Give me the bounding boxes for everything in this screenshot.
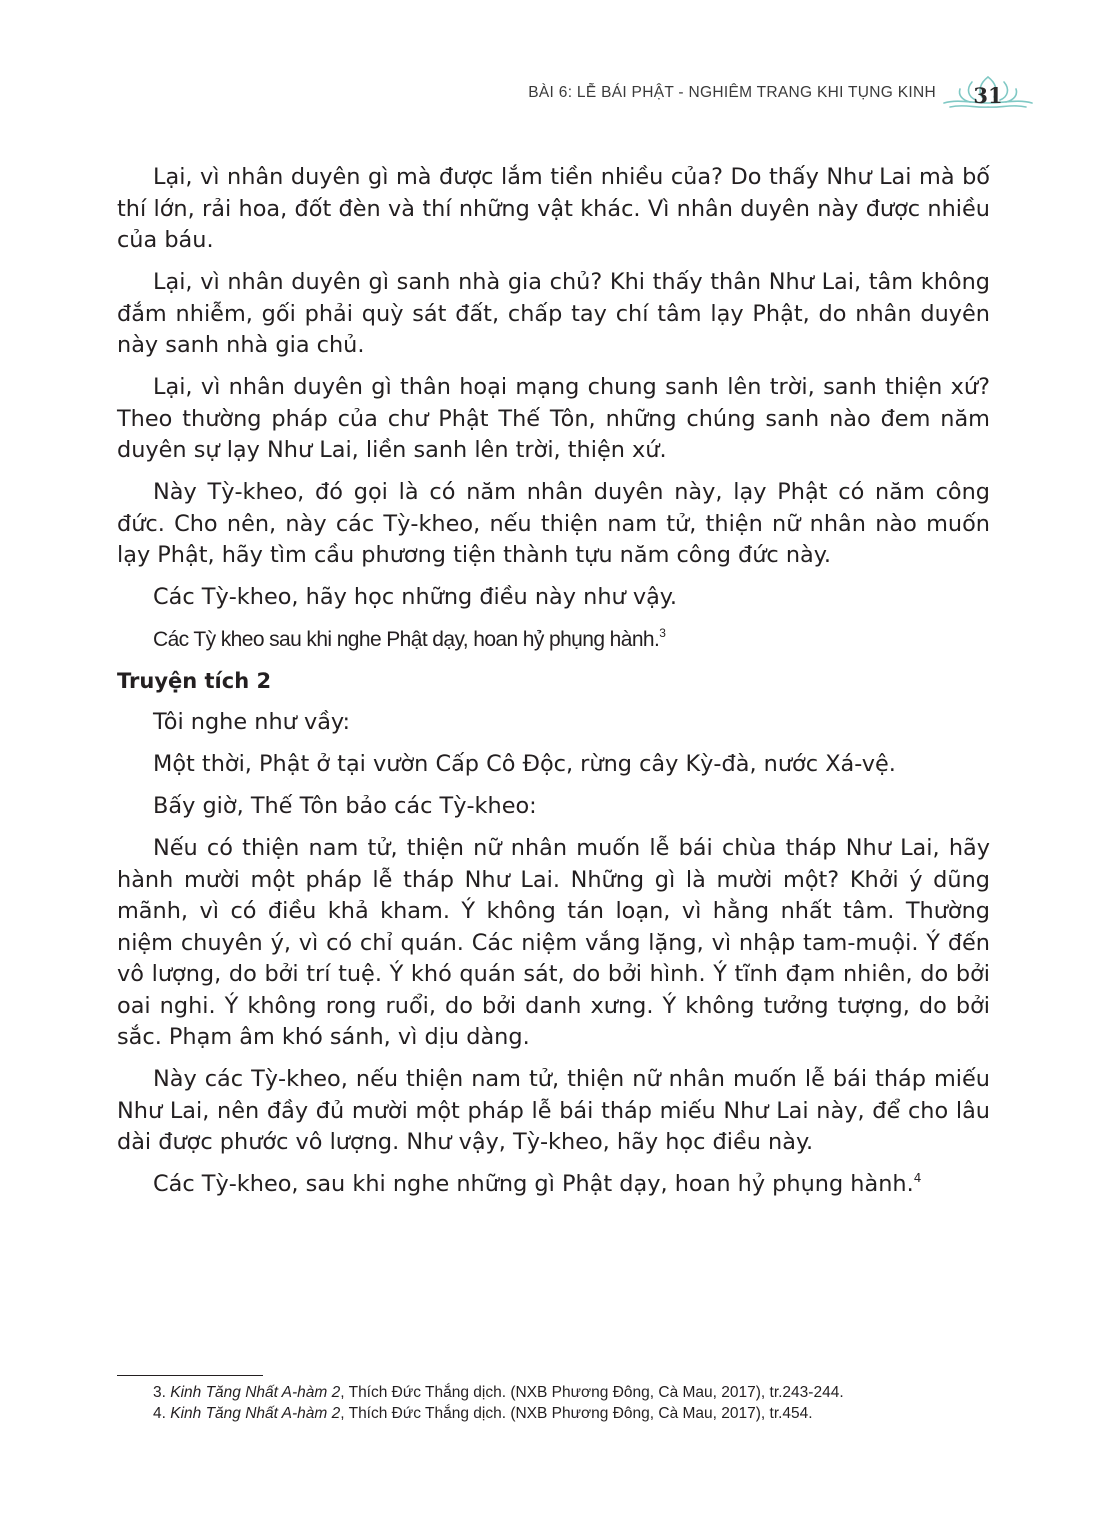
paragraph-text: Các Tỳ kheo sau khi nghe Phật dạy, hoan hỷ phụng hành. xyxy=(153,628,660,651)
paragraph xyxy=(117,624,990,656)
paragraph: Bấy giờ, Thế Tôn bảo các Tỳ-kheo: xyxy=(153,793,537,819)
footnote-number: 3. xyxy=(153,1384,166,1401)
footnote xyxy=(117,1404,990,1425)
footnote-ref[interactable]: 4 xyxy=(913,1171,922,1185)
footnote xyxy=(117,1383,990,1404)
paragraph: Các Tỳ-kheo, hãy học những điều này như vậy. xyxy=(153,584,677,610)
section-heading: Truyện tích 2 xyxy=(117,669,272,693)
paragraph: Lại, vì nhân duyên gì mà được lắm tiền nhiều của? Do thấy Như Lai mà bố thí lớn, rải hoa, đốt đèn và thí những vật khác. Vì nhân duyên này được nhiều của báu. xyxy=(117,164,990,253)
paragraph: Này Tỳ-kheo, đó gọi là có năm nhân duyên này, lạy Phật có năm công đức. Cho nên, này các Tỳ-kheo, nếu thiện nam tử, thiện nữ nhân nào muốn lạy Phật, hãy tìm cầu phương tiện thành tựu năm công đức này. xyxy=(117,479,990,568)
paragraph: Lại, vì nhân duyên gì thân hoại mạng chung sanh lên trời, sanh thiện xứ? Theo thường pháp của chư Phật Thế Tôn, những chúng sanh nào đem năm duyên sự lạy Như Lai, liền sanh lên trời, thiện xứ. xyxy=(117,374,990,463)
paragraph xyxy=(117,1169,990,1201)
footnote-divider xyxy=(117,1375,263,1376)
paragraph: Nếu có thiện nam tử, thiện nữ nhân muốn lễ bái chùa tháp Như Lai, hãy hành mười một pháp lễ tháp Như Lai. Những gì là mười một? Khởi ý dũng mãnh, vì có điều khả kham. Ý không tán loạn, vì hằng nhất tâm. Thường niệm chuyên ý, vì có chỉ quán. Các niệm vắng lặng, vì nhập tam-muội. Ý đến vô lượng, do bởi trí tuệ. Ý khó quán sát, do bởi hình. Ý tĩnh đạm nhiên, do bởi oai nghi. Ý không rong ruổi, do bởi danh xưng. Ý không tưởng tượng, do bởi sắc. Phạm âm khó sánh, vì dịu dàng. xyxy=(117,835,990,1050)
paragraph-text: Các Tỳ-kheo, sau khi nghe những gì Phật dạy, hoan hỷ phụng hành. xyxy=(153,1171,914,1197)
page-number: 31 xyxy=(973,83,1003,108)
footnote-text: , Thích Đức Thắng dịch. (NXB Phương Đông, Cà Mau, 2017), tr.454. xyxy=(340,1404,813,1422)
footnote-number: 4. xyxy=(153,1404,166,1422)
paragraph: Tôi nghe như vầy: xyxy=(153,709,351,735)
paragraph: Lại, vì nhân duyên gì sanh nhà gia chủ? Khi thấy thân Như Lai, tâm không đắm nhiễm, gối phải quỳ sát đất, chấp tay chí tâm lạy Phật, do nhân duyên này sanh nhà gia chủ. xyxy=(117,269,990,358)
paragraph: Này các Tỳ-kheo, nếu thiện nam tử, thiện nữ nhân muốn lễ bái tháp miếu Như Lai, nên đầy đủ mười một pháp lễ bái tháp miếu Như Lai này, để cho lâu dài được phước vô lượng. Như vậy, Tỳ-kheo, hãy học điều này. xyxy=(117,1066,990,1155)
running-header xyxy=(528,76,1034,110)
footnote-title: Kinh Tăng Nhất A-hàm 2 xyxy=(170,1404,341,1422)
running-title: BÀI 6: LỄ BÁI PHẬT - NGHIÊM TRANG KHI TỤNG KINH xyxy=(528,84,936,101)
footnote-ref[interactable]: 3 xyxy=(659,626,666,640)
main-text xyxy=(117,162,990,1211)
footnote-title: Kinh Tăng Nhất A-hàm 2 xyxy=(170,1384,341,1401)
footnote-text: , Thích Đức Thắng dịch. (NXB Phương Đông, Cà Mau, 2017), tr.243-244. xyxy=(340,1384,844,1401)
page-number-ornament xyxy=(942,73,1034,113)
paragraph: Một thời, Phật ở tại vườn Cấp Cô Độc, rừng cây Kỳ-đà, nước Xá-vệ. xyxy=(153,751,896,777)
footnotes xyxy=(117,1383,990,1424)
